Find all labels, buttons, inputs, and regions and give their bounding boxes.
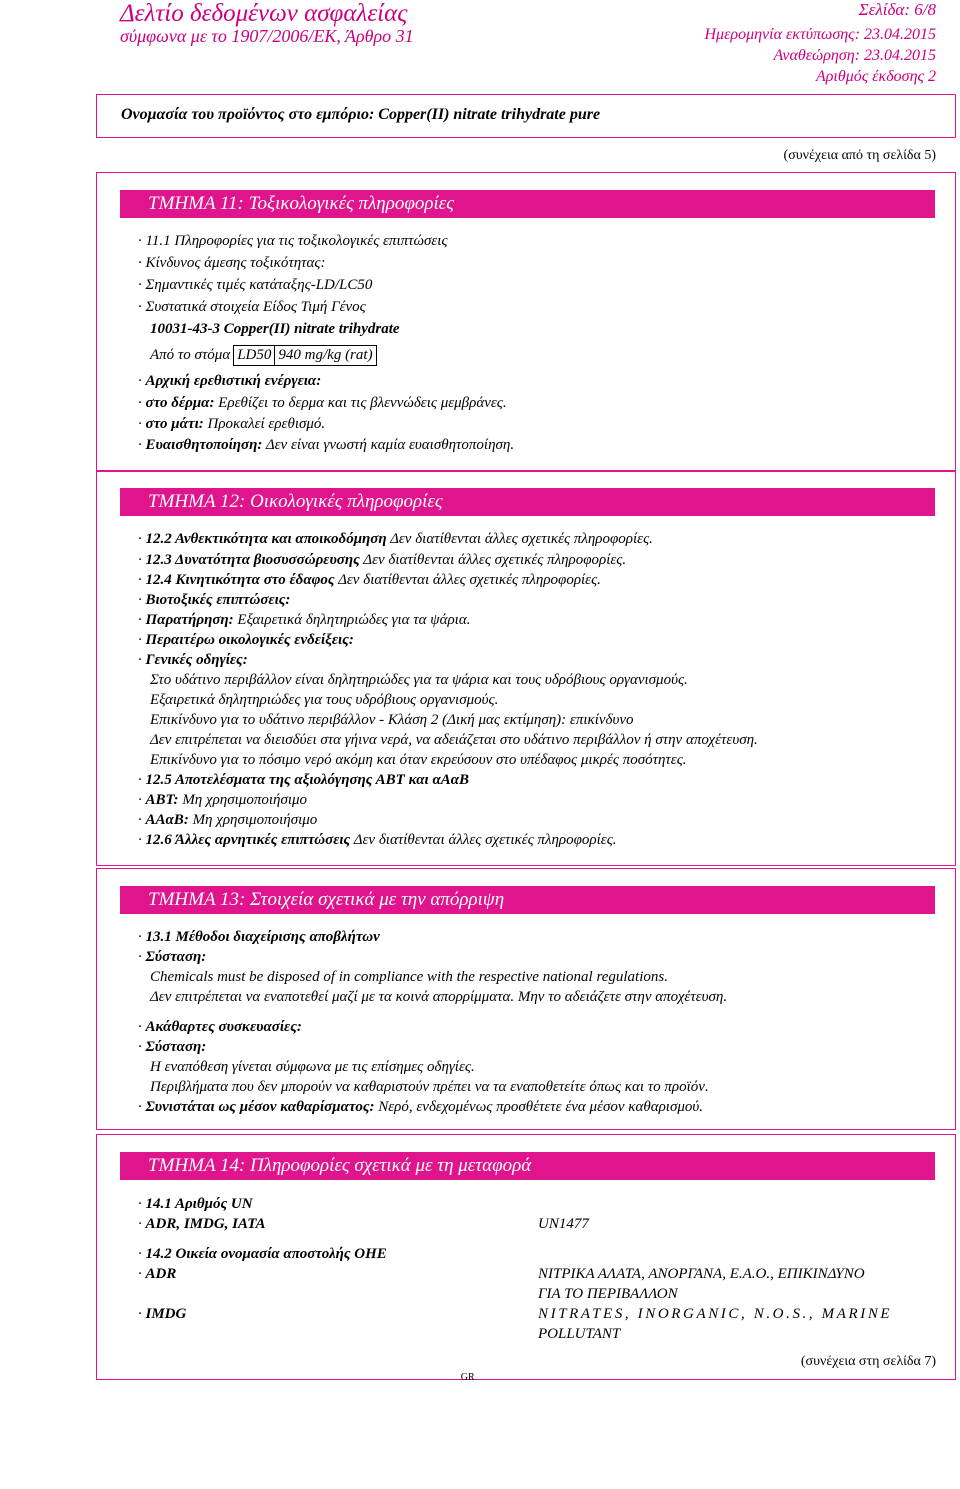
- continued-from: (συνέχεια από τη σελίδα 5): [783, 148, 936, 163]
- s12-line-2: · 12.3 Δυνατότητα βιοσυσσώρευσης Δεν διατίθενται άλλες σχετικές πληροφορίες.: [138, 552, 627, 568]
- s12-line-7: · Γενικές οδηγίες:: [138, 652, 248, 668]
- s12-line-16: · 12.6 Άλλες αρνητικές επιπτώσεις Δεν διατίθενται άλλες σχετικές πληροφορίες.: [138, 832, 617, 848]
- section-11-header: [120, 190, 935, 218]
- print-date: Ημερομηνία εκτύπωσης: 23.04.2015: [704, 26, 936, 43]
- section-12-title: ΤΜΗΜΑ 12: Οικολογικές πληροφορίες: [148, 491, 443, 512]
- s11-line-7: · στο δέρμα: Ερεθίζει το δερμα και τις βλεννώδεις μεμβράνες.: [138, 395, 507, 411]
- s11-line-9: · Ευαισθητοποίηση: Δεν είναι γνωστή καμία ευαισθητοποίηση.: [138, 437, 515, 453]
- continued-to: (συνέχεια στη σελίδα 7): [800, 1354, 936, 1369]
- s13-line-4: Δεν επιτρέπεται να εναποτεθεί μαζί με τα κοινά απορρίμματα. Μην το αδειάζετε στην αποχέτευση.: [150, 989, 728, 1005]
- s14-line-1: · 14.1 Αριθμός UN: [138, 1196, 253, 1212]
- s13-line-1: · 13.1 Μέθοδοι διαχείρισης αποβλήτων: [138, 929, 380, 945]
- s12-line-5: · Παρατήρηση: Εξαιρετικά δηλητηριώδες για τα ψάρια.: [138, 612, 471, 628]
- section-12-header: [120, 488, 935, 516]
- s12-line-12: Επικίνδυνο για το πόσιμο νερό ακόμη και όταν εκρεύσουν στο υπέδαφος μικρές ποσότητες.: [150, 752, 687, 768]
- s14-line-5: · IMDG: [138, 1306, 187, 1322]
- section-14-title: ΤΜΗΜΑ 14: Πληροφορίες σχετικά με τη μεταφορά: [148, 1155, 532, 1176]
- document-subtitle: σύμφωνα με το 1907/2006/ΕΚ, Άρθρο 31: [120, 26, 414, 46]
- ld50-type: LD50: [234, 346, 275, 366]
- s13-line-3: Chemicals must be disposed of in compliance with the respective national regulations.: [150, 969, 668, 985]
- s11-line-8: · στο μάτι: Προκαλεί ερεθισμό.: [138, 416, 326, 432]
- document-title: Δελτίο δεδομένων ασφαλείας: [120, 0, 408, 27]
- s13-line-9: · Συνιστάται ως μέσον καθαρίσματος: Νερό, ενδεχομένως προσθέτετε ένα μέσον καθαρισμού.: [138, 1099, 704, 1115]
- s11-line-3: · Σημαντικές τιμές κατάταξης-LD/LC50: [138, 277, 373, 293]
- s13-line-6: · Σύσταση:: [138, 1039, 207, 1055]
- s12-line-8: Στο υδάτινο περιβάλλον είναι δηλητηριώδες για τα ψάρια και τους υδρόβιους οργανισμούς.: [150, 672, 688, 688]
- s14-line-4: · ADR: [138, 1266, 177, 1282]
- s11-substance: 10031-43-3 Copper(II) nitrate trihydrate: [150, 321, 400, 337]
- s12-line-14: · ΑΒΤ: Μη χρησιμοποιήσιμο: [138, 792, 308, 808]
- s12-line-15: · ΑΑαΒ: Μη χρησιμοποιήσιμο: [138, 812, 318, 828]
- s14-line-2: · ADR, IMDG, IATA: [138, 1216, 266, 1232]
- s11-line-4: · Συστατικά στοιχεία Είδος Τιμή Γένος: [138, 299, 366, 315]
- product-name-box: [96, 94, 956, 138]
- s14-un-number: UN1477: [538, 1216, 589, 1232]
- version-number: Αριθμός έκδοσης 2: [815, 68, 936, 85]
- s13-line-2: · Σύσταση:: [138, 949, 207, 965]
- s12-line-13: · 12.5 Αποτελέσματα της αξιολόγησης ΑΒΤ και αΑαΒ: [138, 772, 470, 788]
- s12-line-4: · Βιοτοξικές επιπτώσεις:: [138, 592, 291, 608]
- s14-line-3: · 14.2 Οικεία ονομασία αποστολής ΟΗΕ: [138, 1246, 387, 1262]
- product-name: Ονομασία του προϊόντος στο εμπόριο: Copper(II) nitrate trihydrate pure: [121, 106, 601, 123]
- s12-line-3: · 12.4 Κινητικότητα στο έδαφος Δεν διατίθενται άλλες σχετικές πληροφορίες.: [138, 572, 601, 588]
- section-14-header: [120, 1152, 935, 1180]
- s14-adr-name-1: ΝΙΤΡΙΚΑ ΑΛΑΤΑ, ΑΝΟΡΓΑΝΑ, Ε.Α.Ο., ΕΠΙΚΙΝΔΥΝΟ: [538, 1266, 865, 1282]
- ld50-route: Από το στόμα: [150, 346, 234, 366]
- s11-line-1: · 11.1 Πληροφορίες για τις τοξικολογικές επιπτώσεις: [138, 233, 448, 249]
- ld50-table: [150, 345, 377, 366]
- section-13-title: ΤΜΗΜΑ 13: Στοιχεία σχετικά με την απόρριψη: [148, 889, 505, 910]
- s14-adr-name-2: ΓΙΑ ΤΟ ΠΕΡΙΒΑΛΛΟΝ: [538, 1286, 678, 1302]
- s12-line-6: · Περαιτέρω οικολογικές ενδείξεις:: [138, 632, 354, 648]
- s12-line-9: Εξαιρετικά δηλητηριώδες για τους υδρόβιους οργανισμούς.: [150, 692, 499, 708]
- s11-line-6: · Αρχική ερεθιστική ενέργεια:: [138, 373, 322, 389]
- section-11-title: ΤΜΗΜΑ 11: Τοξικολογικές πληροφορίες: [148, 193, 454, 214]
- s13-line-8: Περιβλήματα που δεν μπορούν να καθαριστούν πρέπει να τα εναποθετείτε όπως και το προϊόν.: [150, 1079, 709, 1095]
- s13-line-7: Η εναπόθεση γίνεται σύμφωνα με τις επίσημες οδηγίες.: [150, 1059, 475, 1075]
- s12-line-10: Επικίνδυνο για το υδάτινο περιβάλλον - Κλάση 2 (Δική μας εκτίμηση): επικίνδυνο: [150, 712, 634, 728]
- revision-date: Αναθεώρηση: 23.04.2015: [773, 47, 936, 64]
- s14-imdg-name-2: POLLUTANT: [538, 1326, 621, 1342]
- language-code: GR: [460, 1372, 475, 1383]
- s12-line-1: · 12.2 Ανθεκτικότητα και αποικοδόμηση Δεν διατίθενται άλλες σχετικές πληροφορίες.: [138, 531, 653, 547]
- s12-line-11: Δεν επιτρέπεται να διεισδύει στα γήινα νερά, να αδειάζεται στο υδάτινο περιβάλλον ή στην αποχέτευση.: [150, 732, 758, 748]
- s13-line-5: · Ακάθαρτες συσκευασίες:: [138, 1019, 302, 1035]
- page-number: Σελίδα: 6/8: [858, 0, 936, 19]
- ld50-value: 940 mg/kg (rat): [275, 346, 376, 366]
- s14-imdg-name-1: NITRATES, INORGANIC, N.O.S., MARINE: [538, 1306, 893, 1322]
- section-13-header: [120, 886, 935, 914]
- s11-line-2: · Κίνδυνος άμεσης τοξικότητας:: [138, 255, 326, 271]
